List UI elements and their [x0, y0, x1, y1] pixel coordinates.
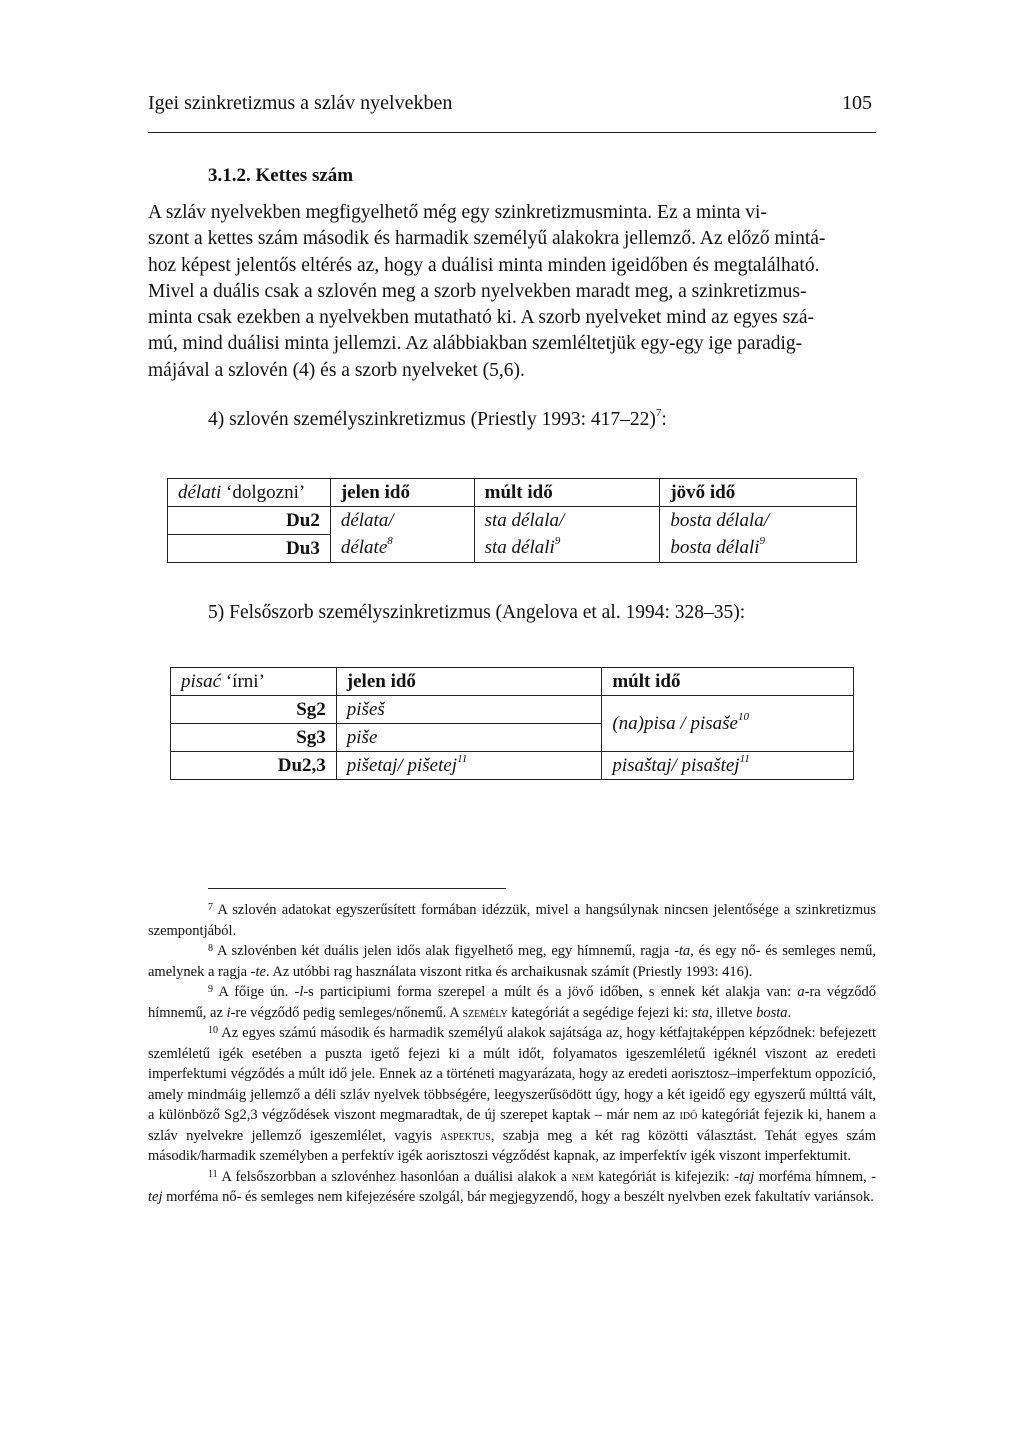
table-cell: pišeš: [336, 696, 602, 724]
verb-header-cell: pisać ‘írni’: [171, 668, 337, 696]
table-cell: délate$^8$: [330, 535, 474, 563]
column-header: múlt idő: [602, 668, 854, 696]
table-cell: pisaštaj/ pisaštej$^{11}$: [602, 752, 854, 780]
column-header: jelen idő: [336, 668, 602, 696]
running-title: Igei szinkretizmus a szláv nyelvekben: [148, 92, 453, 114]
table-cell: bosta délala/: [660, 507, 857, 535]
row-label: Sg3: [171, 724, 337, 752]
column-header: jelen idő: [330, 479, 474, 507]
section-title: 3.1.2. Kettes szám: [208, 165, 354, 186]
table-row: [168, 507, 857, 535]
slovene-dual-table: [167, 478, 857, 563]
footnote-9: $^9$ A főige ún. -l-s participiumi forma szerepel a múlt és a jövő időben, s ennek két alakja van: a-ra végződő hímnemű, az i-re végződő pedig semleges/nőnemű. A személy kategóriát a segédige fejezi ki: sta, illetve bosta.: [148, 984, 876, 1021]
paragraph-line: minta csak ezekben a nyelvekben mutatható ki. A szorb nyelveket mind az egyes szá-: [148, 307, 815, 329]
table-cell: délata/: [330, 507, 474, 535]
paragraph-line: hoz képest jelentős eltérés az, hogy a duálisi minta minden igeidőben és megtalálható.: [148, 254, 820, 276]
verb-header-cell: délati ‘dolgozni’: [168, 479, 331, 507]
paragraph-line: A szláv nyelvekben megfigyelhető még egy szinkretizmusminta. Ez a minta vi-: [148, 202, 767, 223]
body-paragraph: [148, 200, 876, 384]
row-label: Du2: [168, 507, 331, 535]
example-5-caption: 5) Felsőszorb személyszinkretizmus (Angelova et al. 1994: 328–35):: [208, 602, 746, 623]
table-cell: piše: [336, 724, 602, 752]
table-row: [168, 535, 857, 563]
paragraph-line: szont a kettes szám második és harmadik személyű alakokra jellemző. Az előző mintá-: [148, 228, 826, 250]
row-label: Du2,3: [171, 752, 337, 780]
footnote-7: $^7$ A szlovén adatokat egyszerűsített formában idézzük, mivel a hangsúlynak nincsen jelentősége a szinkretizmus szempontjából.: [148, 902, 877, 939]
table-header-row: [168, 479, 857, 507]
footnotes: [148, 900, 876, 1208]
column-header: múlt idő: [474, 479, 660, 507]
footnote-11: $^{11}$ A felsőszorbban a szlovénhez hasonlóan a duálisi alakok a nem kategóriát is kifejezik: -taj morféma hímnem, -tej morféma nő- és semleges nem kifejezésére szolgál, bár megjegyzendő, hogy a beszélt nyelvben ezek fakultatív variánsok.: [148, 1168, 876, 1205]
upper-sorbian-table: [170, 667, 854, 780]
footnote-8: $^8$ A szlovénben két duális jelen idős alak figyelhető meg, egy hímnemű, ragja -ta, és egy nő- és semleges nemű, amelynek a ragja -te. Az utóbbi rag használata viszont ritka és archaikusnak számít (Priestly 1993: 416).: [148, 943, 877, 980]
merged-past-cell: (na)pisa / pisaše$^{10}$: [602, 696, 854, 752]
table-cell: pišetaj/ pišetej$^{11}$: [336, 752, 602, 780]
paragraph-line: mú, mind duálisi minta jellemzi. Az alábbiakban szemléltetjük egy-egy ige paradig-: [148, 333, 803, 355]
example-4-caption: 4) szlovén személyszinkretizmus (Priestly 1993: 417–22)$^7$:: [208, 407, 667, 430]
table-row: [171, 752, 854, 780]
footnote-10: $^{10}$ Az egyes számú második és harmadik személyű alakok sajátsága az, hogy kétfajtaképpen képződnek: befejezett szemléletű igék esetében a puszta igető fejezi ki a múlt időt, folyamatos igeszemléletű igéknél viszont az eredeti imperfektumi végződés a múlt idő jele. Ennek az a történeti magyarázata, hogy az eredeti aorisztosz–imperfektum oppozíció, amely mindmáig jellemző a déli szláv nyelvek többségére, leegyszerűsödött úgy, hogy a két igeidő egy egyszerű múlttá vált, a különböző Sg2,3 végződések viszont megmaradtak, de új szerepet kaptak – már nem az idő kategóriát fejezik ki, hanem a szláv nyelvekre jellemző igeszemlélet, vagyis aspektus, szabja meg a két rag közötti választást. Tehát egyes szám második/harmadik személyben a perfektív igék aorisztoszi végződést kapnak, az imperfektív igék viszont imperfektumit.: [148, 1025, 877, 1164]
paragraph-line: Mivel a duális csak a szlovén meg a szorb nyelvekben maradt meg, a szinkretizmus-: [148, 280, 807, 302]
row-label: Du3: [168, 535, 331, 563]
running-header: [148, 92, 876, 133]
page-number: 105: [842, 92, 872, 114]
table-cell: bosta délali$^9$: [660, 535, 857, 563]
paragraph-line: májával a szlovén (4) és a szorb nyelveket (5,6).: [148, 359, 525, 381]
column-header: jövő idő: [660, 479, 857, 507]
table-row: [171, 696, 854, 724]
table-cell: sta délala/: [474, 507, 660, 535]
table-cell: sta délali$^9$: [474, 535, 660, 563]
footnote-divider: [208, 888, 506, 889]
table-header-row: [171, 668, 854, 696]
row-label: Sg2: [171, 696, 337, 724]
